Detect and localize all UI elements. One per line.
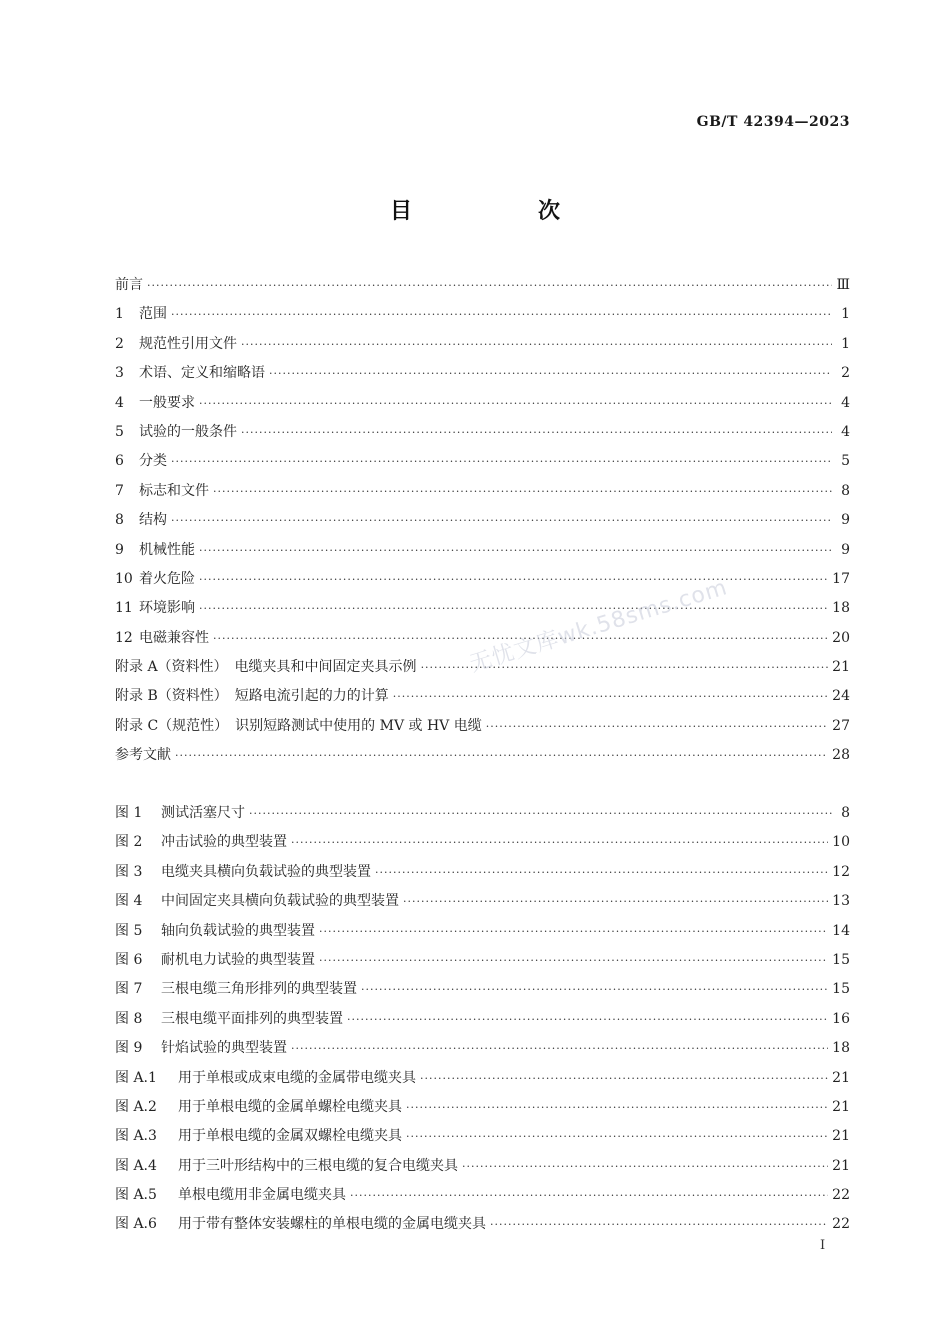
entry-page-number: 21 <box>832 1098 850 1115</box>
entry-title: 环境影响 <box>139 600 195 617</box>
toc-entry[interactable] <box>115 450 850 479</box>
entry-number: 10 <box>115 570 133 587</box>
list-of-figures <box>115 802 850 1243</box>
entry-title: 针焰试验的典型装置 <box>161 1040 287 1057</box>
entry-number: 图 8 <box>115 1010 143 1027</box>
entry-title: 标志和文件 <box>139 482 209 499</box>
figure-entry[interactable] <box>115 1125 850 1154</box>
entry-page-number: 4 <box>841 423 850 440</box>
entry-page-number: 8 <box>841 482 850 499</box>
entry-number: 图 5 <box>115 922 143 939</box>
dot-leader <box>199 573 828 586</box>
dot-leader <box>347 1013 828 1026</box>
dot-leader <box>269 367 832 380</box>
entry-number: 11 <box>115 600 133 617</box>
toc-entry[interactable] <box>115 539 850 568</box>
figure-entry[interactable] <box>115 1037 850 1066</box>
toc-entry[interactable] <box>115 333 850 362</box>
dot-leader <box>241 426 832 439</box>
entry-title: 电缆夹具横向负载试验的典型装置 <box>161 863 371 880</box>
entry-page-number: 9 <box>841 512 850 529</box>
entry-title: 单根电缆用非金属电缆夹具 <box>178 1187 346 1204</box>
dot-leader <box>490 1218 828 1231</box>
entry-page-number: 27 <box>832 717 850 734</box>
entry-title: 规范性引用文件 <box>139 335 237 352</box>
dot-leader <box>462 1160 828 1173</box>
dot-leader <box>171 308 832 321</box>
dot-leader <box>319 925 828 938</box>
entry-number: 图 3 <box>115 863 143 880</box>
entry-number: 图 A.6 <box>115 1216 157 1233</box>
entry-title: 附录 C（规范性） 识别短路测试中使用的 MV 或 HV 电缆 <box>115 717 482 734</box>
figure-entry[interactable] <box>115 831 850 860</box>
entry-page-number: 2 <box>841 365 850 382</box>
entry-number: 图 2 <box>115 834 143 851</box>
entry-number: 12 <box>115 629 133 646</box>
entry-title: 附录 A（资料性） 电缆夹具和中间固定夹具示例 <box>115 659 417 676</box>
entry-number: 图 A.4 <box>115 1157 157 1174</box>
entry-title: 附录 B（资料性） 短路电流引起的力的计算 <box>115 688 389 705</box>
dot-leader <box>199 397 832 410</box>
dot-leader <box>361 983 828 996</box>
figure-entry[interactable] <box>115 1184 850 1213</box>
dot-leader <box>199 602 828 615</box>
entry-page-number: 24 <box>832 688 850 705</box>
toc-entry[interactable] <box>115 568 850 597</box>
entry-number: 6 <box>115 453 124 470</box>
dot-leader <box>420 1072 828 1085</box>
entry-page-number: 15 <box>832 951 850 968</box>
watermark: 无忧文库wk.58sms.com <box>466 575 731 678</box>
dot-leader <box>175 749 828 762</box>
entry-title: 用于三叶形结构中的三根电缆的复合电缆夹具 <box>178 1157 458 1174</box>
dot-leader <box>171 514 832 527</box>
figure-entry[interactable] <box>115 802 850 831</box>
dot-leader <box>171 455 832 468</box>
dot-leader <box>249 807 832 820</box>
entry-page-number: 18 <box>832 600 850 617</box>
entry-title: 用于单根电缆的金属双螺栓电缆夹具 <box>178 1128 402 1145</box>
figure-entry[interactable] <box>115 861 850 890</box>
toc-entry[interactable] <box>115 685 850 714</box>
entry-number: 7 <box>115 482 124 499</box>
entry-number: 图 9 <box>115 1040 143 1057</box>
entry-title: 三根电缆三角形排列的典型装置 <box>161 981 357 998</box>
toc-entry[interactable] <box>115 744 850 773</box>
entry-title: 前言 <box>115 277 143 293</box>
dot-leader <box>319 954 828 967</box>
entry-page-number: 4 <box>841 394 850 411</box>
entry-number: 1 <box>115 306 124 323</box>
dot-leader <box>393 690 828 703</box>
entry-title: 耐机电力试验的典型装置 <box>161 951 315 968</box>
entry-page-number: 21 <box>832 1157 850 1174</box>
figure-entry[interactable] <box>115 920 850 949</box>
toc-entry[interactable] <box>115 274 850 303</box>
entry-number: 图 A.1 <box>115 1069 157 1086</box>
toc-entry[interactable] <box>115 421 850 450</box>
entry-title: 范围 <box>139 306 167 323</box>
figure-entry[interactable] <box>115 1155 850 1184</box>
entry-title: 着火危险 <box>139 570 195 587</box>
entry-page-number: 22 <box>832 1216 850 1233</box>
dot-leader <box>486 720 828 733</box>
entry-title: 术语、定义和缩略语 <box>139 365 265 382</box>
entry-page-number: 20 <box>832 629 850 646</box>
entry-page-number: 5 <box>841 453 850 470</box>
entry-page-number: 12 <box>832 863 850 880</box>
toc-entry[interactable] <box>115 392 850 421</box>
dot-leader <box>213 485 832 498</box>
entry-title: 分类 <box>139 453 167 470</box>
dot-leader <box>291 836 828 849</box>
entry-page-number: Ⅲ <box>836 277 850 293</box>
entry-page-number: 1 <box>841 306 850 323</box>
entry-number: 8 <box>115 512 124 529</box>
figure-entry[interactable] <box>115 978 850 1007</box>
standard-number: GB/T 42394—2023 <box>696 114 850 130</box>
table-of-contents <box>115 274 850 774</box>
dot-leader <box>375 866 828 879</box>
entry-number: 图 4 <box>115 893 143 910</box>
entry-number: 5 <box>115 423 124 440</box>
entry-page-number: 1 <box>841 335 850 352</box>
toc-entry[interactable] <box>115 303 850 332</box>
entry-number: 图 A.3 <box>115 1128 157 1145</box>
toc-entry[interactable] <box>115 597 850 626</box>
entry-number: 4 <box>115 394 124 411</box>
figure-entry[interactable] <box>115 949 850 978</box>
entry-number: 图 A.5 <box>115 1187 157 1204</box>
dot-leader <box>350 1189 828 1202</box>
figure-entry[interactable] <box>115 1067 850 1096</box>
entry-title: 机械性能 <box>139 541 195 558</box>
dot-leader <box>406 1130 828 1143</box>
entry-number: 3 <box>115 365 124 382</box>
figure-entry[interactable] <box>115 1008 850 1037</box>
figure-entry[interactable] <box>115 1213 850 1242</box>
entry-number: 2 <box>115 335 124 352</box>
entry-page-number: 10 <box>832 834 850 851</box>
entry-title: 用于单根电缆的金属单螺栓电缆夹具 <box>178 1098 402 1115</box>
figure-entry[interactable] <box>115 890 850 919</box>
entry-title: 试验的一般条件 <box>139 423 237 440</box>
dot-leader <box>403 895 828 908</box>
figure-entry[interactable] <box>115 1096 850 1125</box>
entry-page-number: 16 <box>832 1010 850 1027</box>
entry-number: 图 7 <box>115 981 143 998</box>
toc-entry[interactable] <box>115 509 850 538</box>
entry-page-number: 18 <box>832 1040 850 1057</box>
entry-title: 电磁兼容性 <box>139 629 209 646</box>
entry-number: 图 6 <box>115 951 143 968</box>
footer-page-number: Ⅰ <box>820 1238 826 1253</box>
entry-title: 结构 <box>139 512 167 529</box>
dot-leader <box>406 1101 828 1114</box>
entry-page-number: 8 <box>841 805 850 821</box>
entry-page-number: 13 <box>832 893 850 910</box>
entry-page-number: 22 <box>832 1187 850 1204</box>
dot-leader <box>199 544 832 557</box>
entry-title: 轴向负载试验的典型装置 <box>161 922 315 939</box>
entry-number: 9 <box>115 541 124 558</box>
dot-leader <box>291 1042 828 1055</box>
entry-page-number: 21 <box>832 1069 850 1086</box>
toc-entry[interactable] <box>115 362 850 391</box>
entry-number: 图 1 <box>115 805 143 821</box>
entry-number: 图 A.2 <box>115 1098 157 1115</box>
toc-entry[interactable] <box>115 480 850 509</box>
entry-title: 冲击试验的典型装置 <box>161 834 287 851</box>
entry-page-number: 14 <box>832 922 850 939</box>
entry-page-number: 9 <box>841 541 850 558</box>
entry-title: 用于单根或成束电缆的金属带电缆夹具 <box>178 1069 416 1086</box>
dot-leader <box>241 338 832 351</box>
entry-title: 用于带有整体安装螺柱的单根电缆的金属电缆夹具 <box>178 1216 486 1233</box>
entry-title: 一般要求 <box>139 394 195 411</box>
entry-page-number: 28 <box>832 747 850 764</box>
dot-leader <box>147 279 832 292</box>
entry-title: 三根电缆平面排列的典型装置 <box>161 1010 343 1027</box>
entry-page-number: 21 <box>832 1128 850 1145</box>
entry-page-number: 21 <box>832 659 850 676</box>
entry-page-number: 17 <box>832 570 850 587</box>
entry-title: 测试活塞尺寸 <box>161 805 245 821</box>
entry-title: 中间固定夹具横向负载试验的典型装置 <box>161 893 399 910</box>
entry-title: 参考文献 <box>115 747 171 764</box>
page-title: 目 次 <box>389 198 612 224</box>
entry-page-number: 15 <box>832 981 850 998</box>
toc-entry[interactable] <box>115 715 850 744</box>
